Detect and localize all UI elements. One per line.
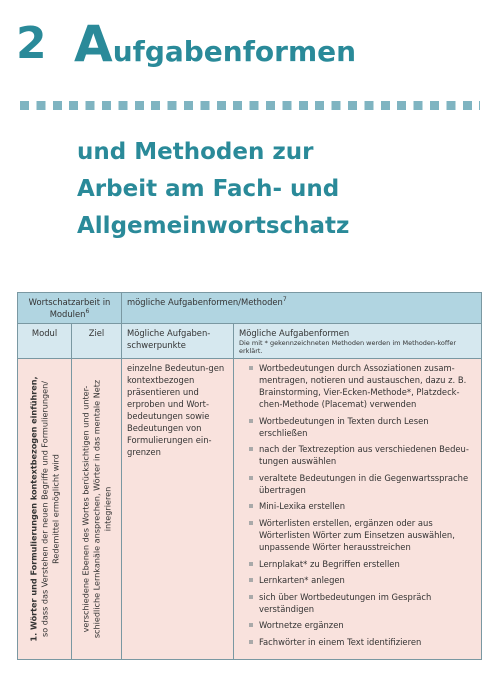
subheader-modul: Modul <box>18 324 72 359</box>
list-item-text: Wortnetze ergänzen <box>259 620 344 631</box>
bullet-icon <box>249 521 253 525</box>
bullet-icon <box>249 504 253 508</box>
list-item-text: Lernkarten* anlegen <box>259 575 345 586</box>
list-item-text: Wortbedeutungen durch Assoziationen zusam-mentragen, notieren und austauschen, dazu z. B. Brainstorming, Vier-Ecken-Methode*, Platzdeck-chen-Methode (Placemat) verwenden <box>259 363 467 409</box>
list-item-text: Mini-Lexika erstellen <box>259 501 346 512</box>
list-item <box>249 517 476 553</box>
list-item-text: veraltete Bedeutungen in die Gegenwartssprache übertragen <box>259 472 469 495</box>
list-item-text: Lernplakat* zu Begriffen erstellen <box>259 558 400 569</box>
bullet-icon <box>249 366 253 370</box>
cell-ziel <box>72 359 122 660</box>
chapter-subtitle <box>77 134 349 245</box>
chapter-title <box>74 14 356 86</box>
dotted-divider <box>20 101 480 110</box>
bullet-icon <box>249 562 253 566</box>
subtitle-line: Allgemeinwortschatz <box>77 213 350 239</box>
subtitle-line: Arbeit am Fach- und <box>77 176 340 202</box>
list-item <box>249 619 476 631</box>
bullet-icon <box>249 476 253 480</box>
bullet-icon <box>249 595 253 599</box>
ziel-rotated-text: verschiedene Ebenen des Wortes berücksichtigen und unter-schiedliche Lernkanäle ansprechen, Wörter in das mentale Netz integrieren <box>80 379 112 639</box>
subheader-schwerpunkte: Mögliche Aufgaben-schwerpunkte <box>122 324 234 359</box>
subheader-note: Die mit * gekennzeichneten Methoden werden im Methoden-koffer erklärt. <box>239 339 457 355</box>
list-item-text: Fachwörter in einem Text identifizieren <box>259 636 422 647</box>
list-item <box>249 415 476 439</box>
modul-title: 1. Wörter und Formulierungen kontextbezogen einführen, <box>28 376 38 642</box>
header-cell-module-work <box>18 293 122 324</box>
list-item <box>249 362 476 410</box>
cell-methods <box>234 359 482 660</box>
list-item <box>249 636 476 648</box>
header-label-methods: mögliche Aufgabenformen/Methoden <box>127 297 283 307</box>
chapter-title-rest: ufgabenformen <box>112 35 357 68</box>
list-item <box>249 500 476 512</box>
bullet-icon <box>249 640 253 644</box>
subheader-aufgabenformen <box>234 324 482 359</box>
header-label-module-work: Wortschatzarbeit in Modulen <box>28 297 111 319</box>
list-item <box>249 443 476 467</box>
list-item-text: nach der Textrezeption aus verschiedenen Bedeu-tungen auswählen <box>259 444 469 467</box>
bullet-icon <box>249 578 253 582</box>
subtitle-line: und Methoden zur <box>77 139 314 165</box>
chapter-number: 2 <box>16 18 47 69</box>
methods-table <box>17 292 482 660</box>
list-item-text: Wortbedeutungen in Texten durch Lesen erschließen <box>259 415 429 438</box>
bullet-icon <box>249 623 253 627</box>
list-item <box>249 558 476 570</box>
list-item <box>249 472 476 496</box>
footnote-marker: 7 <box>282 296 287 304</box>
bullet-icon <box>249 447 253 451</box>
header-cell-methods <box>122 293 482 324</box>
bullet-icon <box>249 419 253 423</box>
chapter-title-initial: A <box>74 15 113 73</box>
table-row <box>18 359 482 660</box>
list-item-text: Wörterlisten erstellen, ergänzen oder aus Wörterlisten Wörter zum Einsetzen auswählen, unpassende Wörter herausstreichen <box>259 517 455 552</box>
table-header-row <box>18 293 482 324</box>
table-subheader-row <box>18 324 482 359</box>
modul-rotated-text <box>28 364 61 654</box>
list-item-text: sich über Wortbedeutungen im Gespräch verständigen <box>259 591 432 614</box>
modul-description: so dass das Verstehen der neuen Begriffe und Formulierungen/ Redemittel ermöglicht wird <box>39 381 60 637</box>
subheader-ziel: Ziel <box>72 324 122 359</box>
subheader-aufgabenformen-label: Mögliche Aufgabenformen <box>239 328 350 338</box>
list-item <box>249 574 476 586</box>
list-item <box>249 591 476 615</box>
methods-list <box>239 362 476 648</box>
cell-modul <box>18 359 72 660</box>
footnote-marker: 6 <box>85 308 90 316</box>
cell-schwerpunkte: einzelne Bedeutun-gen kontextbezogen präsentieren und erproben und Wort-bedeutungen sowie Bedeutungen von Formulierungen ein-grenzen <box>122 359 234 660</box>
